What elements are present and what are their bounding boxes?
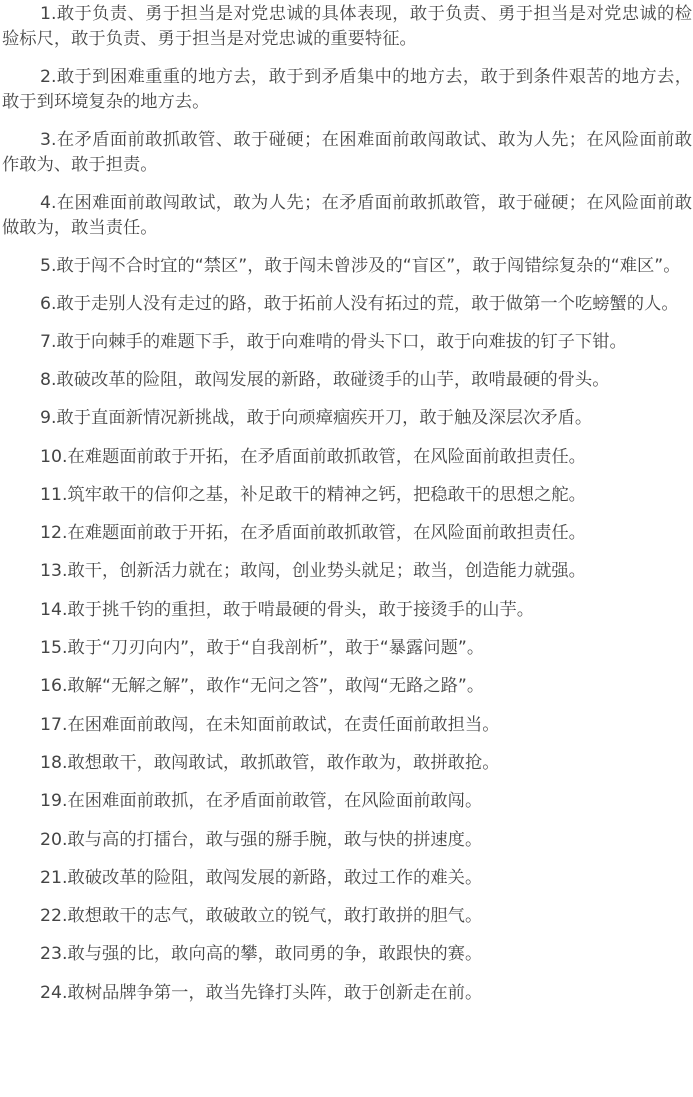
- list-item: 18.敢想敢干，敢闯敢试，敢抓敢管，敢作敢为，敢拼敢抢。: [40, 752, 500, 773]
- list-item: 5.敢于闯不合时宜的“禁区”，敢于闯未曾涉及的“盲区”，敢于闯错综复杂的“难区”。: [40, 256, 681, 276]
- list-item: 9.敢于直面新情况新挑战，敢于向顽瘴痼疾开刀，敢于触及深层次矛盾。: [40, 408, 593, 429]
- list-item: 13.敢干，创新活力就在；敢闯，创业势头就足；敢当，创造能力就强。: [40, 561, 586, 582]
- list-item: 8.敢破改革的险阻，敢闯发展的新路，敢碰烫手的山芋，敢啃最硬的骨头。: [40, 370, 610, 390]
- list-item: 3.在矛盾面前敢抓敢管、敢于碰硬；在困难面前敢闯敢试、敢为人先；在风险面前敢作敢为、敢于担责。: [2, 130, 692, 175]
- list-item: 14.敢于挑千钧的重担，敢于啃最硬的骨头，敢于接烫手的山芋。: [40, 599, 535, 620]
- list-item: 11.筑牢敢干的信仰之基，补足敢干的精神之钙，把稳敢干的思想之舵。: [40, 484, 586, 505]
- list-item: 12.在难题面前敢于开拓，在矛盾面前敢抓敢管，在风险面前敢担责任。: [40, 523, 586, 544]
- list-item: 6.敢于走别人没有走过的路，敢于拓前人没有拓过的荒，敢于做第一个吃螃蟹的人。: [40, 294, 679, 314]
- list-item: 16.敢解“无解之解”，敢作“无问之答”，敢闯“无路之路”。: [40, 676, 485, 697]
- list-item: 22.敢想敢干的志气，敢破敢立的锐气，敢打敢拼的胆气。: [40, 906, 483, 927]
- list-item: 10.在难题面前敢于开拓，在矛盾面前敢抓敢管，在风险面前敢担责任。: [40, 446, 586, 467]
- list-item: 2.敢于到困难重重的地方去，敢于到矛盾集中的地方去，敢于到条件艰苦的地方去，敢于到环境复杂的地方去。: [2, 67, 692, 112]
- list-item: 24.敢树品牌争第一，敢当先锋打头阵，敢于创新走在前。: [40, 982, 483, 1003]
- list-item: 7.敢于向棘手的难题下手，敢于向难啃的骨头下口，敢于向难拔的钉子下钳。: [40, 332, 627, 352]
- list-item: 1.敢于负责、勇于担当是对党忠诚的具体表现，敢于负责、勇于担当是对党忠诚的检验标尺，敢于负责、勇于担当是对党忠诚的重要特征。: [2, 4, 692, 49]
- document-body: [2, 2, 692, 1019]
- list-item: 4.在困难面前敢闯敢试，敢为人先；在矛盾面前敢抓敢管，敢于碰硬；在风险面前敢做敢为，敢当责任。: [2, 193, 692, 238]
- list-item: 21.敢破改革的险阻，敢闯发展的新路，敢过工作的难关。: [40, 867, 483, 888]
- list-item: 20.敢与高的打擂台，敢与强的掰手腕，敢与快的拼速度。: [40, 829, 483, 850]
- list-item: 17.在困难面前敢闯，在未知面前敢试，在责任面前敢担当。: [40, 714, 500, 735]
- list-item: 23.敢与强的比，敢向高的攀，敢同勇的争，敢跟快的赛。: [40, 944, 483, 965]
- list-item: 19.在困难面前敢抓，在矛盾面前敢管，在风险面前敢闯。: [40, 791, 483, 812]
- list-item: 15.敢于“刀刃向内”，敢于“自我剖析”，敢于“暴露问题”。: [40, 638, 485, 659]
